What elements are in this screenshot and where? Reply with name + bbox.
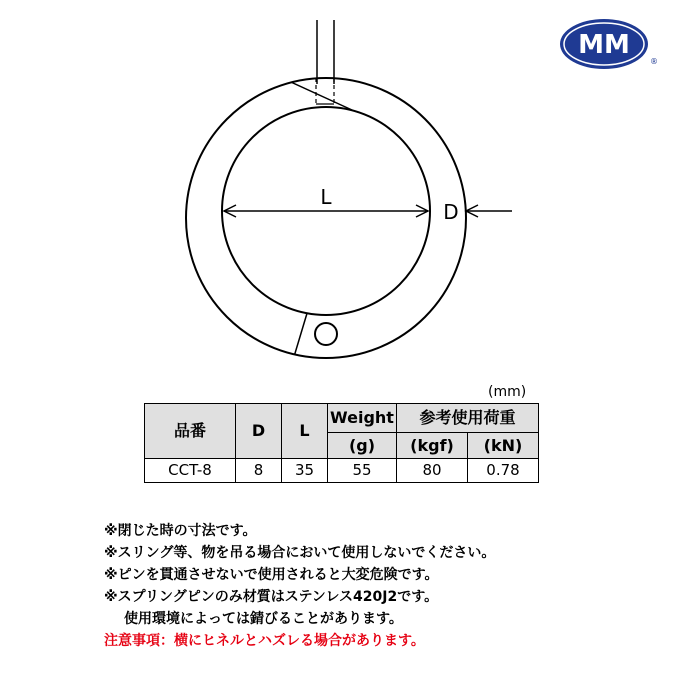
- dimension-d-label: D: [443, 200, 459, 224]
- note-line: ※スリング等、物を吊る場合において使用しないでください。: [104, 545, 496, 561]
- spec-table: [144, 403, 539, 483]
- header-ref-load: 参考使用荷重: [397, 404, 539, 433]
- table-header-row: [145, 404, 539, 433]
- dimension-d: [466, 205, 512, 217]
- table-row: [145, 459, 539, 483]
- pin-stem: [317, 20, 334, 84]
- header-weight-unit: (g): [328, 433, 397, 459]
- cell-kn: 0.78: [468, 459, 539, 483]
- header-weight: Weight: [328, 404, 397, 433]
- note-line: 使用環境によっては錆びることがあります。: [124, 611, 403, 627]
- note-line: ※スプリングピンのみ材質はステンレス420J2です。: [104, 589, 439, 605]
- cell-l: 35: [282, 459, 328, 483]
- pin-hole: [315, 323, 337, 345]
- note-line: ※ピンを貫通させないで使用されると大変危険です。: [104, 567, 439, 583]
- header-l: L: [282, 404, 328, 459]
- unit-label: (mm): [488, 384, 527, 400]
- bottom-joint: [290, 310, 308, 370]
- cell-weight: 55: [328, 459, 397, 483]
- header-kn: (kN): [468, 433, 539, 459]
- header-part-no: 品番: [145, 404, 236, 459]
- header-d: D: [236, 404, 282, 459]
- header-kgf: (kgf): [397, 433, 468, 459]
- cell-kgf: 80: [397, 459, 468, 483]
- logo-text: MM: [578, 30, 630, 60]
- logo-registered-mark: ®: [650, 57, 658, 66]
- dimension-l-label: L: [320, 185, 332, 209]
- note-line: ※閉じた時の寸法です。: [104, 523, 257, 539]
- cell-d: 8: [236, 459, 282, 483]
- warning-note: 注意事項：横にヒネルとハズレる場合があります。: [104, 633, 425, 649]
- notes: [104, 520, 495, 652]
- cell-part-no: CCT-8: [145, 459, 236, 483]
